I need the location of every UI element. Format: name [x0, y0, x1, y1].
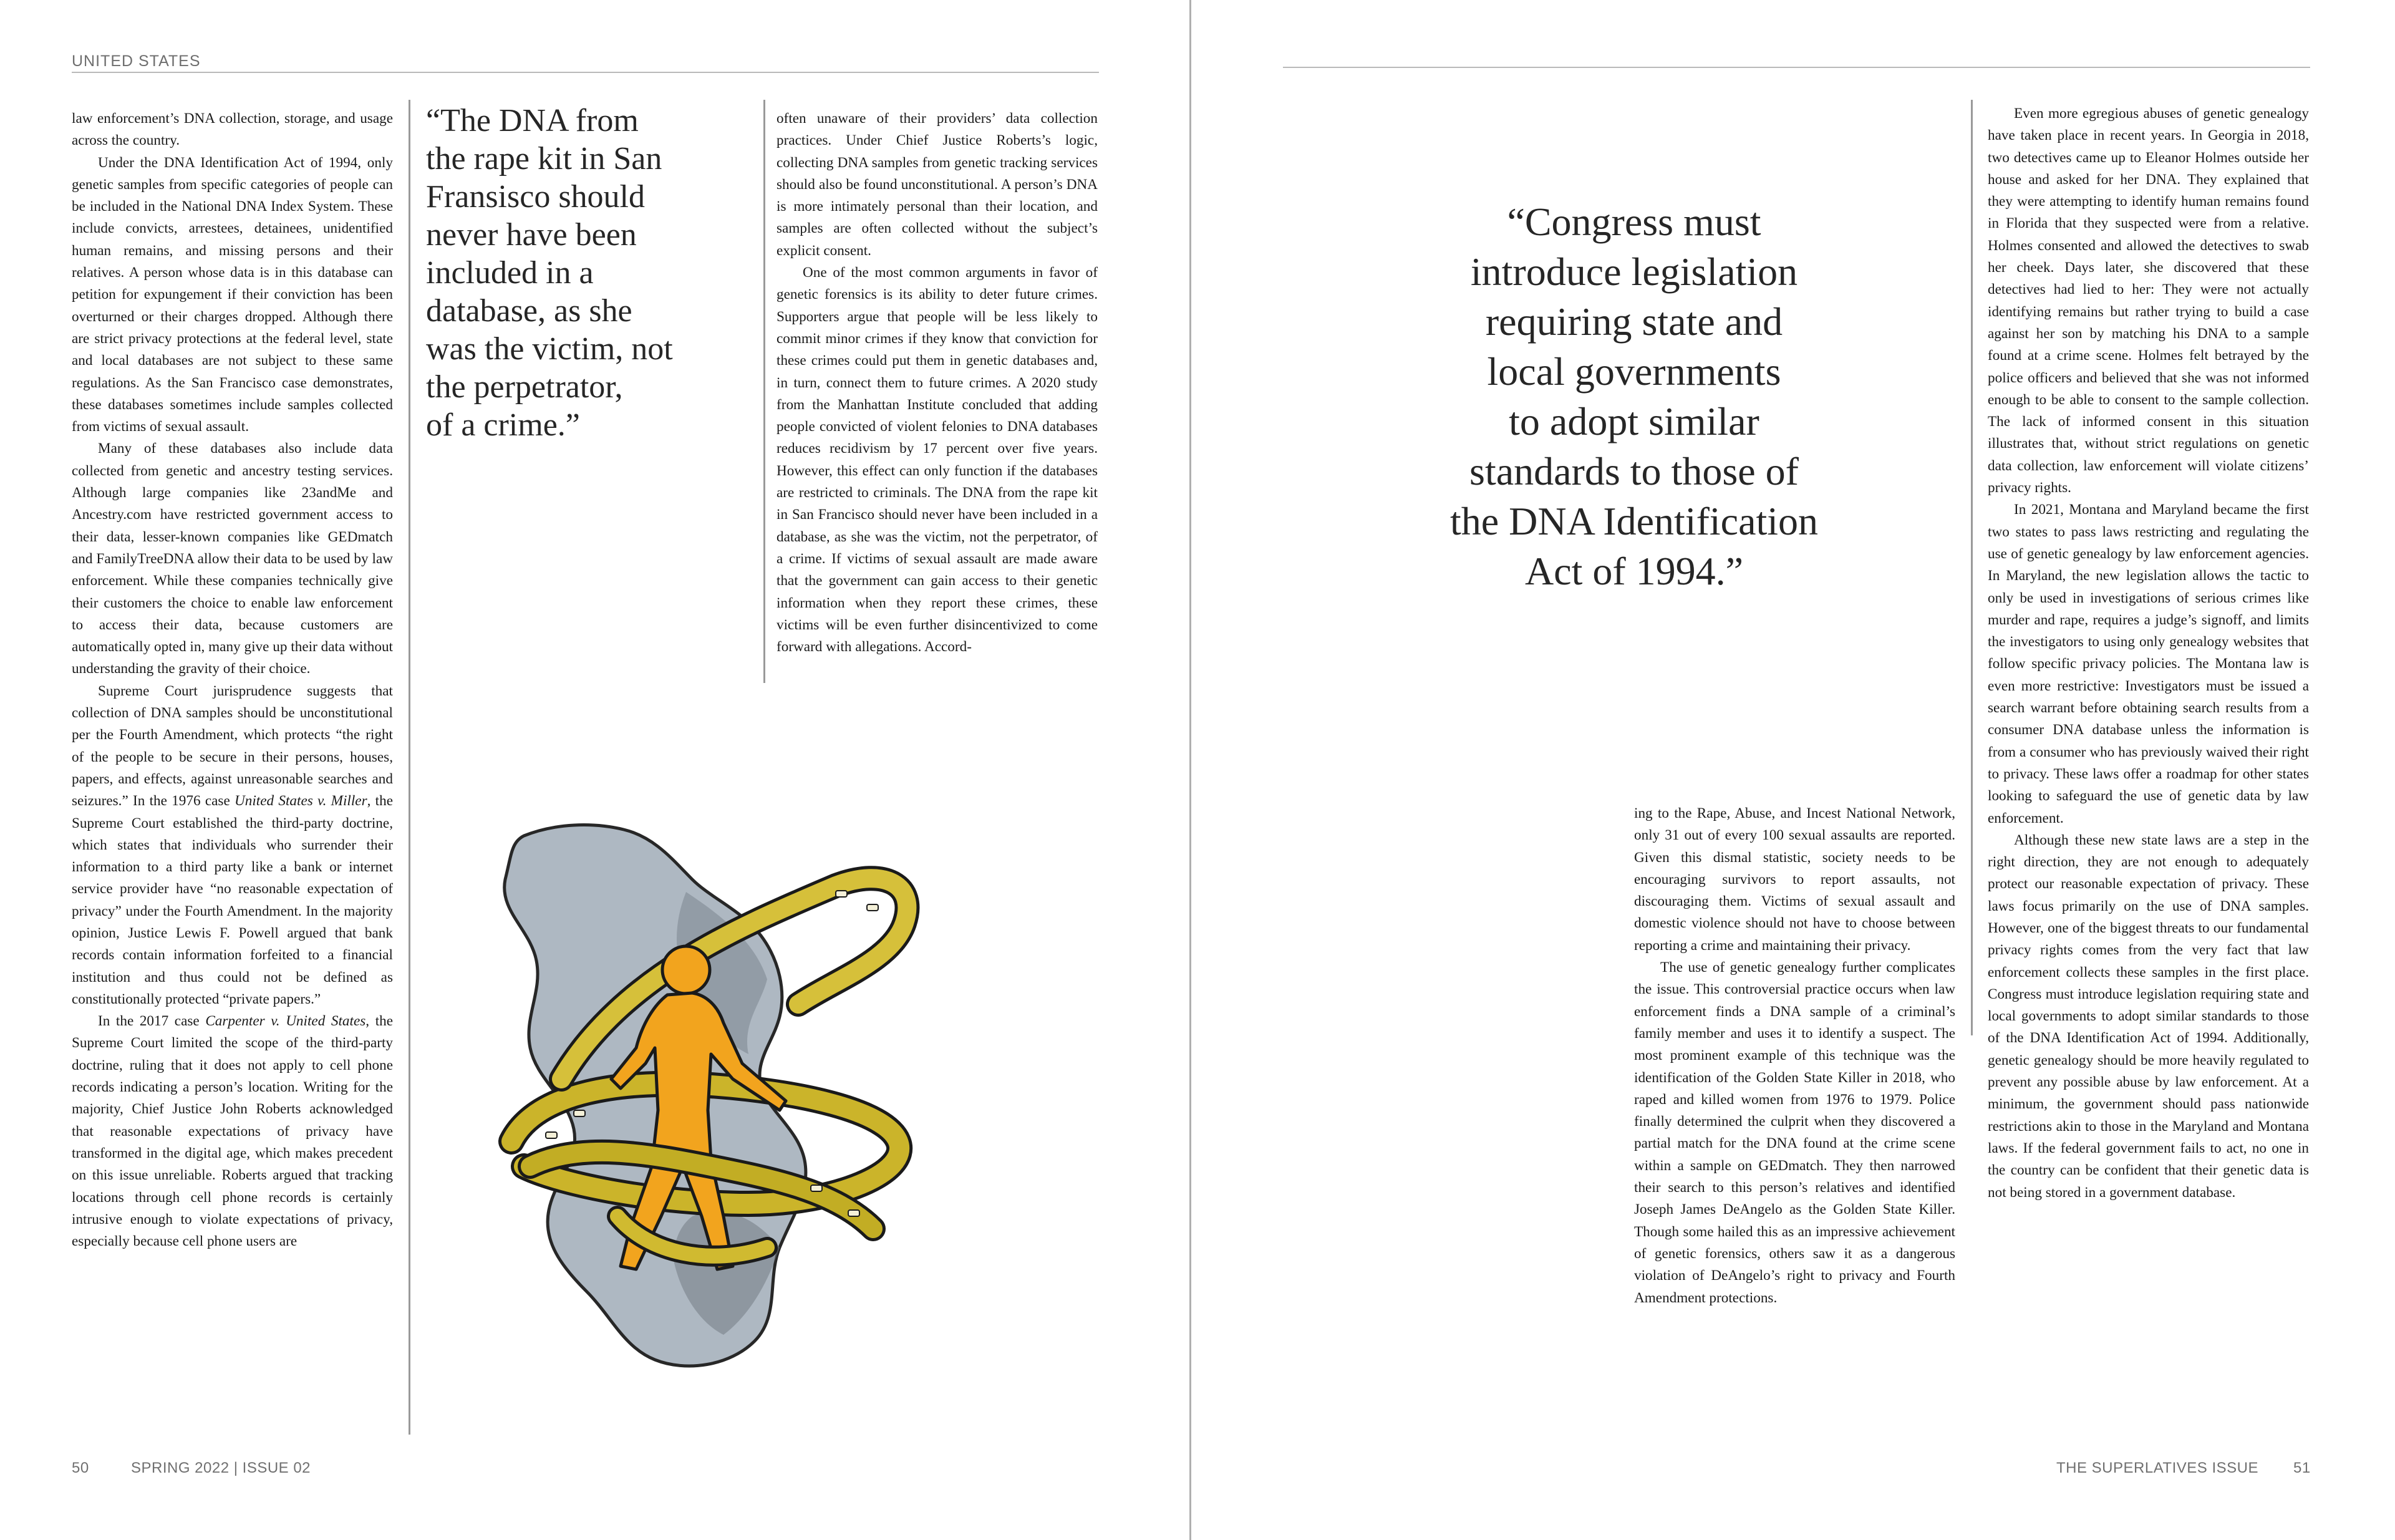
dna-figure-illustration-icon	[486, 817, 936, 1403]
page-gutter	[1189, 0, 1191, 1540]
paragraph: often unaware of their providers’ data collection practices. Under Chief Justice Roberts’s logic, collecting DNA samples from genetic tracking services should also be found unconstitutional. A person’s DNA is more intimately personal than their location, and samples are often collected without the subject’s explicit consent.	[777, 110, 1098, 259]
pull-quote-line: of a crime.”	[426, 407, 580, 443]
pull-quote-line: Act of 1994.”	[1524, 549, 1744, 593]
paragraph: Even more egregious abuses of genetic genealogy have taken place in recent years. In Georgia in 2018, two detectives came up to Eleanor Holmes outside her house and asked for her DNA. They explained that they were attempting to identify human remains found in Florida that they suspected were from a relative. Holmes consented and allowed the detectives to swab her cheek. Days later, she discovered that these detectives had lied to her: They were not actually identifying remains but rather trying to build a case against her son by matching his DNA to a sample found at a crime scene. Holmes felt betrayed by the police officers and believed that she was not informed enough to be able to consent to the sample collection. The lack of informed consent in this situation illustrates that, without strict regulations on genetic data collection, law enforcement will violate citizens’ privacy rights.	[1988, 105, 2309, 496]
pull-quote-line: the DNA Identification	[1449, 499, 1819, 543]
pull-quote-left	[426, 102, 775, 444]
pull-quote-line: “Congress must	[1507, 200, 1761, 244]
pull-quote-line: requiring state and	[1485, 299, 1783, 344]
pull-quote-line: “The DNA from	[426, 103, 639, 138]
article-column-3	[777, 108, 1098, 658]
article-column-middle	[1634, 803, 1955, 1309]
paragraph-text: In the 2017 case	[98, 1013, 206, 1030]
pull-quote-line: the perpetrator,	[426, 369, 623, 405]
case-name: Carpenter v. United States	[205, 1013, 366, 1030]
issue-title: THE SUPERLATIVES ISSUE	[2056, 1460, 2258, 1476]
section-label: UNITED STATES	[72, 52, 201, 70]
case-name: United States v. Miller	[235, 793, 367, 810]
pull-quote-line: was the victim, not	[426, 331, 673, 367]
column-divider-right	[1971, 100, 1973, 1035]
paragraph: In 2021, Montana and Maryland became the first two states to pass laws restricting and regulating the use of genetic genealogy by law enforcement agencies. In Maryland, the new legislation allows the tactic to only be used in investigations of serious crimes like murder and rape, requires a judge’s signoff, and limits the investigators to using only genealogy websites that follow specific privacy policies. The Montana law is even more restrictive: Investigators must be issued a search warrant before obtaining search results from a consumer DNA database unless the information is from a consumer who has previously waived their right to privacy. These laws offer a roadmap for other states looking to safeguard the use of genetic data by law enforcement.	[1988, 501, 2309, 826]
column-divider-left-1	[409, 100, 410, 1435]
paragraph-text: Supreme Court jurisprudence suggests that collection of DNA samples should be unconstitutional per the Fourth Amendment, which protects “the right of the people to be secure in their persons, houses, papers, and effects, against unreasonable searches and seizures.” In the 1976 case	[72, 682, 393, 810]
pull-quote-line: introduce legislation	[1470, 249, 1798, 294]
paragraph: Under the DNA Identification Act of 1994, only genetic samples from specific categories of people can be included in the National DNA Index System. These include convicts, arrestees, detainees, unidentified human remains, and missing persons and their relatives. A person whose data is in this database can petition for expungement if their conviction has been overturned or their charges dropped. Although there are strict privacy protections at the federal level, state and local databases are not subject to these same regulations. As the San Francisco case demonstrates, these databases sometimes include samples collected from victims of sexual assault.	[72, 154, 393, 435]
article-column-1	[72, 108, 393, 1252]
paragraph: The use of genetic genealogy further complicates the issue. This controversial practice occurs when law enforcement finds a DNA sample of a criminal’s family member and uses it to identify a suspect. The most prominent example of this technique was the identification of the Golden State Killer in 2018, who raped and killed women from 1976 to 1979. Police finally determined the culprit when they discovered a partial match for the DNA found at the crime scene within a sample on GEDmatch. They then narrowed their search to this person’s relatives and identified Joseph James DeAngelo as the Golden State Killer. Though some hailed this as an impressive achievement of genetic forensics, others saw it as a dangerous violation of DeAngelo’s right to privacy and Fourth Amendment protections.	[1634, 959, 1955, 1306]
page-number-left: 50	[72, 1460, 89, 1476]
paragraph: Although these new state laws are a step in the right direction, they are not enough to adequately protect our reasonable expectation of privacy. These laws focus primarily on the use of DNA samples. However, one of the biggest threats to our fundamental privacy rights comes from the very fact that law enforcement collects these samples in the first place. Congress must introduce legislation requiring state and local governments to adopt similar standards to those of the DNA Identification Act of 1994. Additionally, genetic genealogy should be more heavily regulated to prevent any possible abuse by law enforcement. At a minimum, the government should pass nationwide restrictions akin to those in the Maryland and Montana laws. If the federal government fails to act, no one in the country can be confident that their genetic data is not being stored in a government database.	[1988, 831, 2309, 1201]
pull-quote-line: local governments	[1487, 349, 1781, 394]
pull-quote-line: never have been	[426, 217, 637, 253]
paragraph-text: , the Supreme Court established the third-party doctrine, which states that individuals who surrender their information to a third party like a bank or internet service provider have “no reasonable expectation of privacy” under the Fourth Amendment. In the majority opinion, Justice Lewis F. Powell argued that bank records contain information forfeited to a financial institution and thus could not be defined as constitutionally protected “private papers.”	[72, 793, 393, 1007]
paragraph	[72, 1010, 393, 1252]
pull-quote-line: database, as she	[426, 293, 632, 329]
paragraph: ing to the Rape, Abuse, and Incest National Network, only 31 out of every 100 sexual assaults are reported. Given this dismal statistic, society needs to be encouraging survivors to report assaults, not discouraging them. Victims of sexual assault and domestic violence should not have to choose between reporting a crime and maintaining their privacy.	[1634, 805, 1955, 954]
pull-quote-line: included in a	[426, 255, 594, 291]
pull-quote-line: Fransisco should	[426, 179, 645, 215]
paragraph	[72, 680, 393, 1010]
header-rule-left	[72, 72, 1099, 73]
column-divider-left-2	[763, 100, 765, 683]
pull-quote-line: to adopt similar	[1509, 399, 1759, 443]
issue-label: SPRING 2022 | ISSUE 02	[131, 1460, 311, 1476]
pull-quote-line: standards to those of	[1469, 449, 1799, 493]
paragraph: law enforcement’s DNA collection, storage, and usage across the country.	[72, 110, 393, 149]
pull-quote-line: the rape kit in San	[426, 141, 662, 177]
header-rule-right	[1283, 67, 2310, 68]
article-column-right	[1988, 103, 2309, 1204]
illustration	[486, 817, 936, 1403]
paragraph-text: , the Supreme Court limited the scope of the third-party doctrine, ruling that it does not apply to cell phone records indicating a person’s location. Writing for the majority, Chief Justice John Roberts acknowledged that reasonable expectations of privacy have transformed in the digital age, which makes precedent on this issue unreliable. Roberts argued that tracking locations through cell phone records is certainly intrusive enough to violate expectations of privacy, especially because cell phone users are	[72, 1013, 394, 1250]
paragraph: Many of these databases also include data collected from genetic and ancestry testing services. Although large companies like 23andMe and Ancestry.com have restricted government access to their data, lesser-known companies like GEDmatch and FamilyTreeDNA allow their data to be used by law enforcement. While these companies technically give their customers the choice to enable law enforcement to access their data, because customers are automatically opted in, many give up their data without understanding the gravity of their choice.	[72, 440, 393, 677]
page-number-right: 51	[2293, 1460, 2311, 1476]
paragraph: One of the most common arguments in favor of genetic forensics is its ability to deter future crimes. Supporters argue that people will be less likely to commit minor crimes if they know that conviction for these crimes could put them in genetic databases and, in turn, connect them to future crimes. A 2020 study from the Manhattan Institute concluded that adding people convicted of violent felonies to DNA databases reduces recidivism by 17 percent over five years. However, this effect can only function if the databases are restricted to criminals. The DNA from the rape kit in San Francisco should never have been included in a database, as she was the victim, not the perpetrator, of a crime. If victims of sexual assault are made aware that the government can gain access to their genetic information when they report these crimes, these victims will be even further disincentivized to come forward with allegations. Accord-	[777, 264, 1098, 656]
pull-quote-right	[1397, 197, 1871, 596]
